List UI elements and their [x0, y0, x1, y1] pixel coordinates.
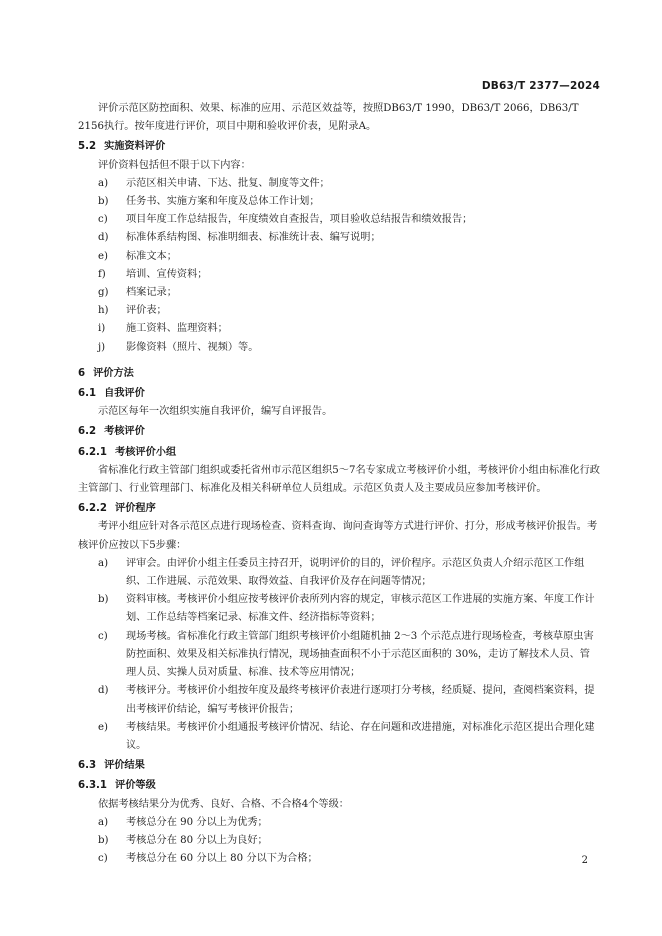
section-heading-6-2-1 [78, 444, 600, 462]
list-item-text: 标准体系结构图、标准明细表、标准统计表、编写说明； [126, 232, 381, 244]
list-item [78, 266, 600, 284]
chapter-heading-6 [78, 365, 600, 383]
procedure-list [78, 555, 600, 755]
section-6-2-2-lead: 考评小组应针对各示范区点进行现场检查、资料查询、询问查询等方式进行评价、打分，形成考核评价报告。考核评价应按以下5步骤： [78, 521, 598, 551]
list-marker: h) [98, 305, 109, 317]
list-marker: g) [98, 287, 109, 299]
list-item-text: 评价表； [126, 305, 167, 317]
list-marker: f) [98, 268, 106, 280]
list-item-text: 项目年度工作总结报告，年度绩效自查报告，项目验收总结报告和绩效报告； [126, 214, 473, 226]
list-marker: d) [98, 232, 109, 244]
list-marker: e) [98, 250, 109, 262]
grade-list [78, 814, 600, 869]
list-item [78, 320, 600, 338]
list-marker: e) [98, 721, 109, 733]
section-title: 自我评价 [104, 388, 145, 400]
section-title: 评价程序 [115, 503, 156, 515]
section-title: 评价等级 [115, 780, 156, 792]
list-item [78, 719, 600, 755]
list-item [78, 682, 600, 718]
list-item [78, 175, 600, 193]
list-item-text: 现场考核。省标准化行政主管部门组织考核评价小组随机抽 2～3 个示范点进行现场检查，考核草原虫害防控面积、效果及相关标准执行情况，现场抽查面积不小于示范区面积的 30%，走访了解技术人员、管理人员、实操人员对质量、标准、技术等应用情况； [126, 630, 594, 679]
list-marker: j) [98, 341, 106, 353]
list-item-text: 施工资料、监理资料； [126, 323, 228, 335]
list-item-text: 标准文本； [126, 250, 177, 262]
section-number: 5.2 [78, 141, 97, 153]
section-heading-5-2 [78, 138, 600, 156]
section-5-2-lead: 评价资料包括但不限于以下内容： [98, 159, 251, 171]
intro-paragraph: 评价示范区防控面积、效果、标准的应用、示范区效益等，按照DB63/T 1990，DB63/T 2066，DB63/T 2156执行。按年度进行评价，项目中期和验收评价表，见附录A。 [78, 103, 579, 133]
section-number: 6.3.1 [78, 780, 108, 792]
list-item-text: 影像资料（照片、视频）等。 [126, 341, 259, 353]
list-item [78, 628, 600, 683]
section-heading-6-2 [78, 423, 600, 441]
list-item [78, 591, 600, 627]
list-marker: b) [98, 594, 109, 606]
section-title: 考核评价 [104, 426, 145, 438]
list-item [78, 850, 600, 868]
list-item-text: 考核总分在 60 分以上 80 分以下为合格； [126, 853, 318, 865]
section-number: 6.2 [78, 426, 97, 438]
list-marker: c) [98, 630, 108, 642]
list-item [78, 193, 600, 211]
section-title: 评价结果 [104, 760, 145, 772]
list-item [78, 832, 600, 850]
list-item-text: 培训、宣传资料； [126, 268, 208, 280]
material-list [78, 175, 600, 357]
list-item [78, 229, 600, 247]
section-heading-6-3-1 [78, 777, 600, 795]
section-number: 6.3 [78, 760, 97, 772]
list-item [78, 211, 600, 229]
section-number: 6.1 [78, 388, 97, 400]
list-marker: c) [98, 853, 108, 865]
list-item-text: 档案记录； [126, 287, 177, 299]
standard-code: DB63/T 2377—2024 [481, 80, 600, 92]
list-marker: a) [98, 557, 109, 569]
list-marker: a) [98, 177, 109, 189]
list-item-text: 评审会。由评价小组主任委员主持召开，说明评价的目的，评价程序。示范区负责人介绍示范区工作组织、工作进展、示范效果、取得效益、自我评价及存在问题等情况； [126, 557, 585, 588]
list-item-text: 资料审核。考核评价小组应按考核评价表所列内容的规定，审核示范区工作进展的实施方案、年度工作计划、工作总结等档案记录、标准文件、经济指标等资料； [126, 594, 595, 624]
section-number: 6.2.1 [78, 446, 108, 458]
list-marker: b) [98, 196, 109, 208]
list-marker: c) [98, 214, 108, 226]
list-item [78, 248, 600, 266]
chapter-number: 6 [78, 367, 86, 379]
page-number: 2 [581, 855, 588, 866]
section-title: 考核评价小组 [115, 446, 177, 458]
section-number: 6.2.2 [78, 503, 108, 515]
list-marker: i) [98, 323, 106, 335]
chapter-title: 评价方法 [93, 367, 134, 379]
list-item-text: 任务书、实施方案和年度及总体工作计划； [126, 196, 320, 208]
section-heading-6-3 [78, 757, 600, 775]
list-marker: a) [98, 816, 109, 828]
section-heading-6-1 [78, 385, 600, 403]
list-marker: d) [98, 685, 109, 697]
list-item-text: 示范区相关申请、下达、批复、制度等文件； [126, 177, 330, 189]
list-item [78, 814, 600, 832]
list-item [78, 339, 600, 357]
section-6-3-1-lead: 依据考核结果分为优秀、良好、合格、不合格4个等级： [98, 798, 349, 810]
document-body [78, 100, 600, 868]
section-heading-6-2-2 [78, 500, 600, 518]
section-title: 实施资料评价 [104, 141, 166, 153]
list-item [78, 555, 600, 591]
list-item [78, 284, 600, 302]
section-6-2-1-text: 省标准化行政主管部门组织或委托省州市示范区组织5～7名专家成立考核评价小组，考核评价小组由标准化行政主管部门、行业管理部门、标准化及相关科研单位人员组成。示范区负责人及主要成员应参加考核评价。 [78, 464, 600, 495]
list-marker: b) [98, 834, 109, 846]
list-item-text: 考核总分在 80 分以上为良好； [126, 834, 268, 846]
list-item-text: 考核结果。考核评价小组通报考核评价情况、结论、存在问题和改进措施，对标准化示范区提出合理化建议。 [126, 721, 595, 751]
section-6-1-text: 示范区每年一次组织实施自我评价，编写自评报告。 [98, 406, 333, 418]
list-item-text: 考核总分在 90 分以上为优秀； [126, 816, 268, 828]
list-item [78, 302, 600, 320]
list-item-text: 考核评分。考核评价小组按年度及最终考核评价表进行逐项打分考核，经质疑、提问，查阅档案资料，提出考核评价结论，编写考核评价报告； [126, 685, 595, 715]
